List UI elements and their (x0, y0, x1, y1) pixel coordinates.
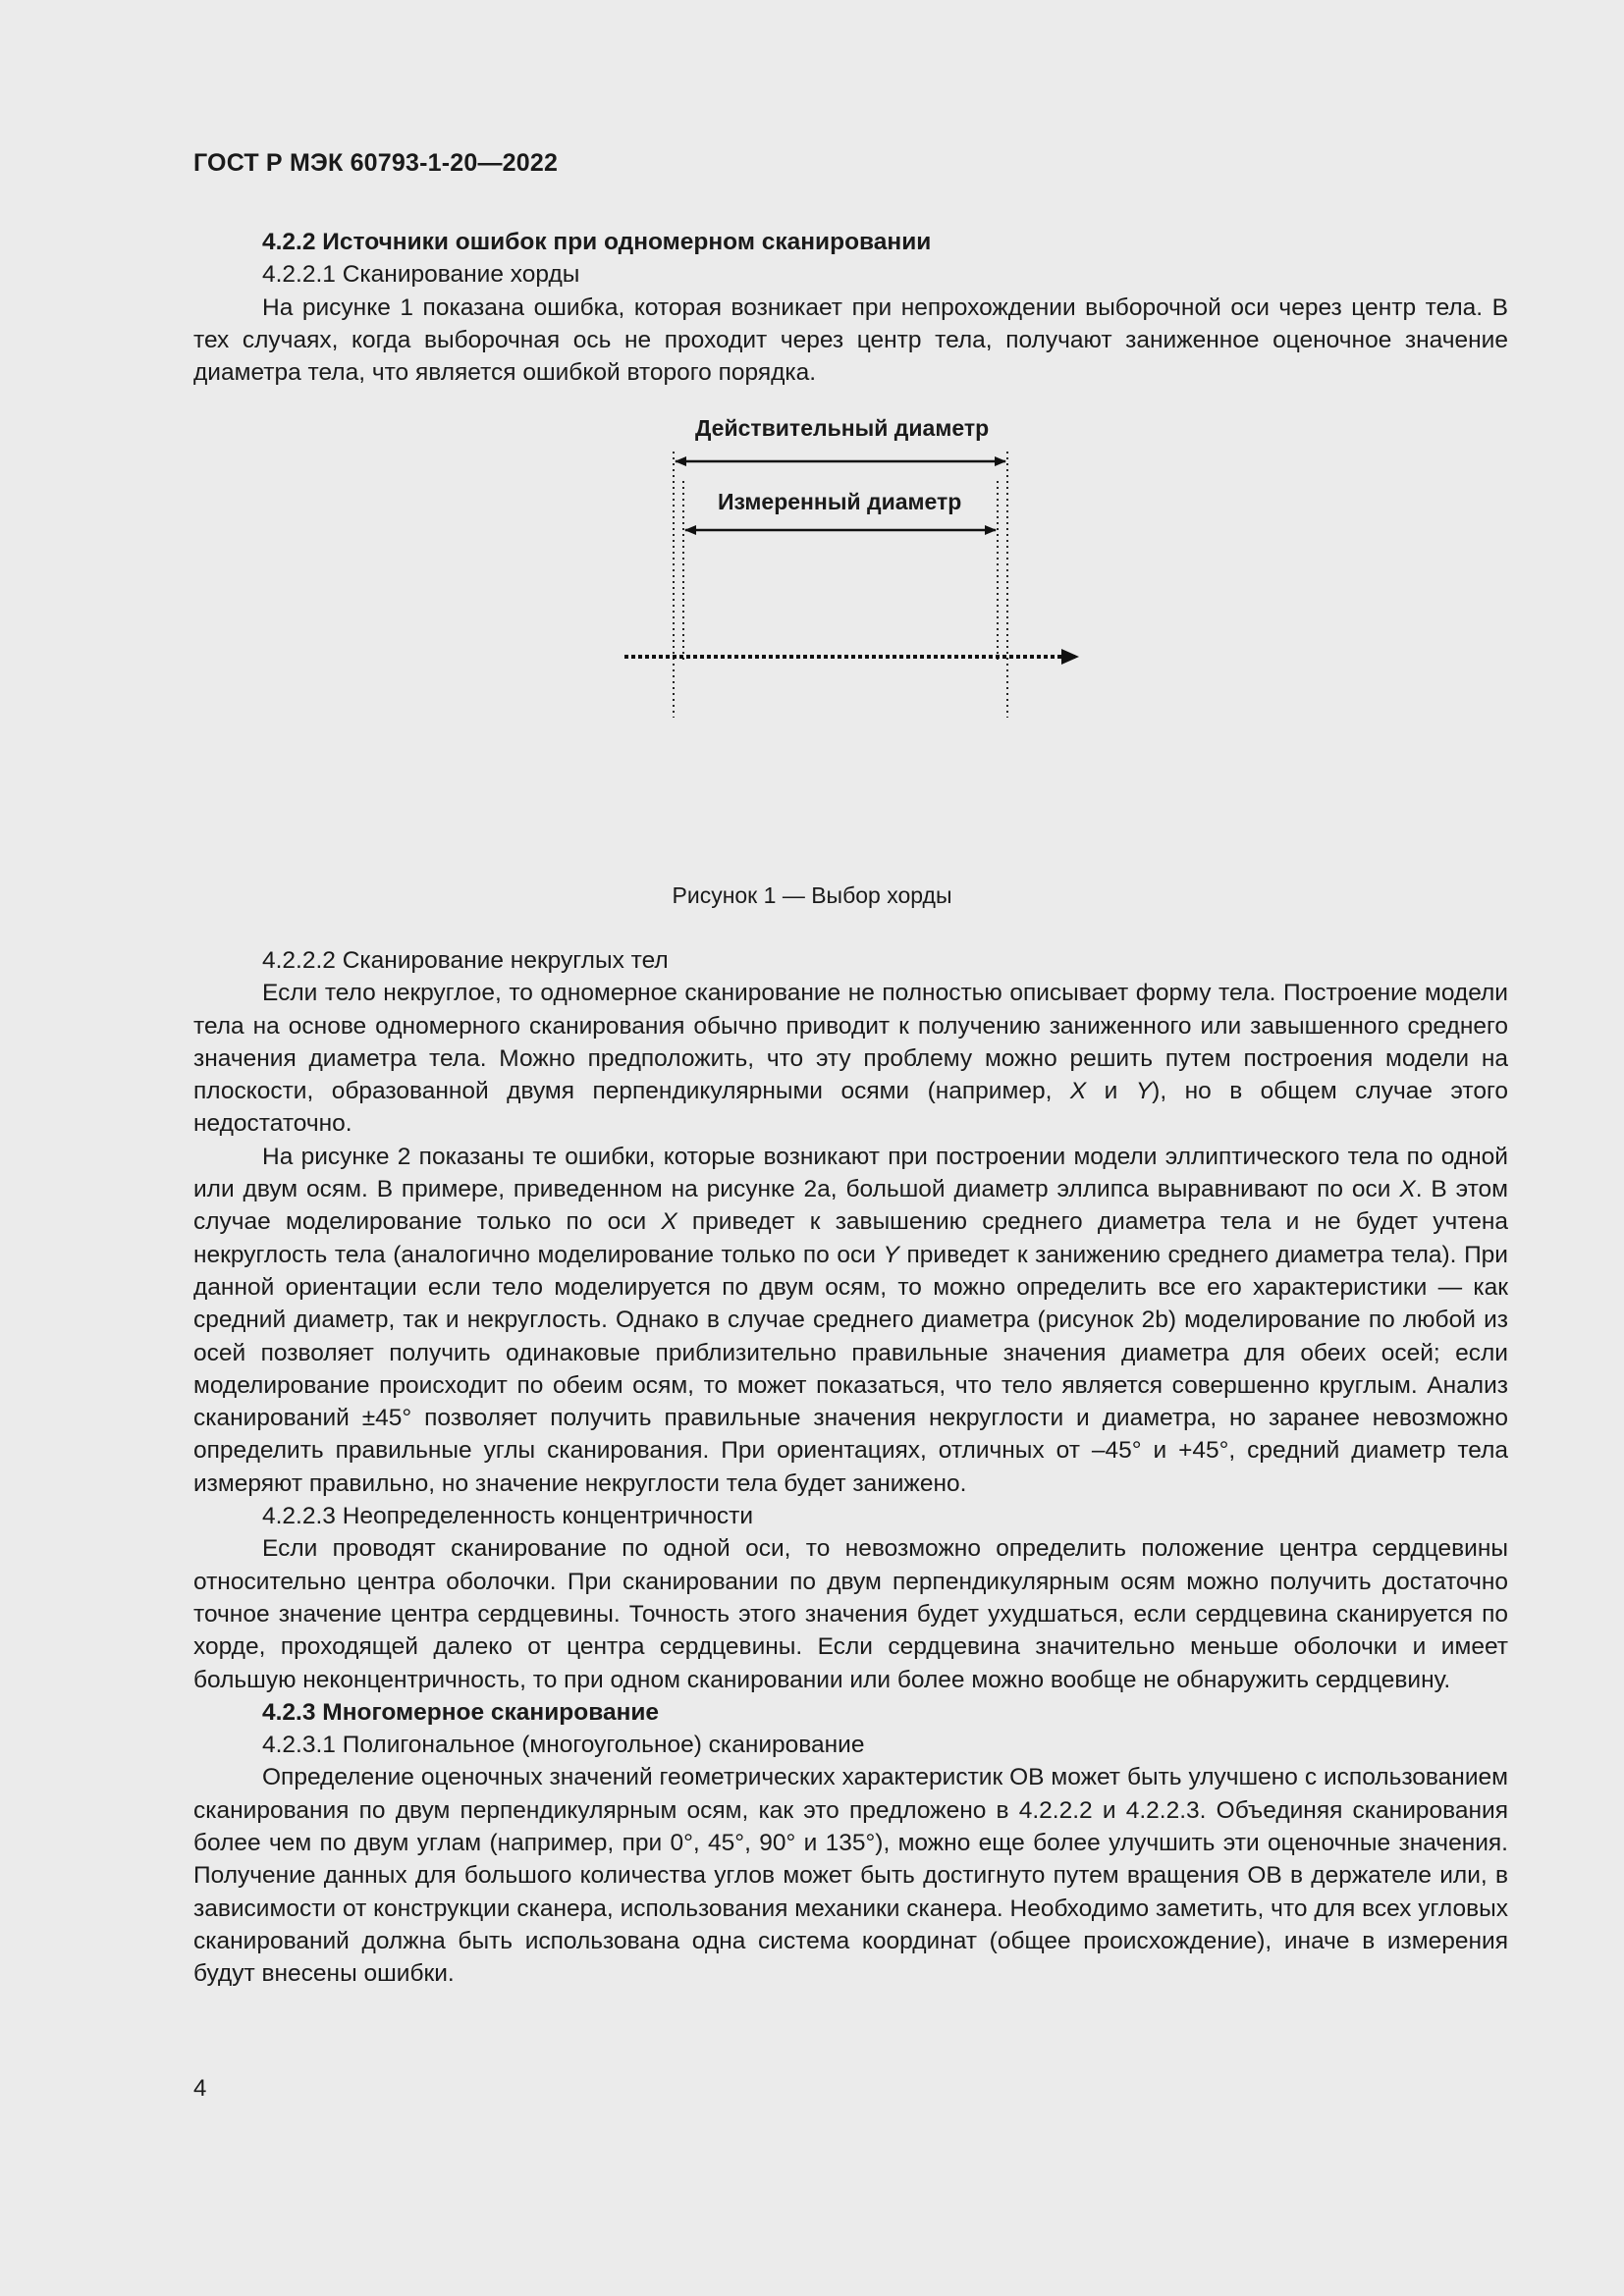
document-header: ГОСТ Р МЭК 60793-1-20—2022 (193, 149, 559, 177)
figure-chord-selection (589, 407, 1100, 751)
paragraph: Если тело некруглое, то одномерное сканирование не полностью описывает форму тела. Построение модели тела на основе одномерного сканирования обычно приводит к получению заниженного или завышенного среднего значения диаметра тела. Можно предположить, что эту проблему можно решить путем построения модели на плоскости, образованной двумя перпендикулярными осями (например, X и Y), но в общем случае этого недостаточно. (193, 980, 1508, 1138)
section-heading: 4.2.3 Многомерное сканирование (262, 1698, 660, 1726)
subsection-title: 4.2.3.1 Полигональное (многоугольное) сканирование (262, 1732, 865, 1759)
subsection-title: 4.2.2.3 Неопределенность концентричности (262, 1503, 754, 1530)
page-number: 4 (193, 2075, 207, 2102)
subsection-title: 4.2.2.2 Сканирование некруглых тел (262, 947, 669, 974)
paragraph: Если проводят сканирование по одной оси, то невозможно определить положение центра сердцевины относительно центра оболочки. При сканировании по двум перпендикулярным осям можно получить достаточно точное значение центра сердцевины. Точность этого значения будет ухудшаться, если сердцевина сканируется по хорде, проходящей далеко от центра сердцевины. Если сердцевина значительно меньше оболочки и имеет большую неконцентричность, то при одном сканировании или более можно вообще не обнаружить сердцевину. (193, 1535, 1508, 1693)
measured-diameter-label: Измеренный диаметр (718, 489, 962, 514)
paragraph: На рисунке 2 показаны те ошибки, которые возникают при построении модели эллиптического тела по одной или двум осям. В примере, приведенном на рисунке 2а, большой диаметр эллипса выравнивают по оси X. В этом случае моделирование только по оси X приведет к завышению среднего диаметра тела и не будет учтена некруглость тела (аналогично моделирование только по оси Y приведет к занижению среднего диаметра тела). При данной ориентации если тело моделируется по двум осям, то можно определить все его характеристики — как средний диаметр, так и некруглость. Однако в случае среднего диаметра (рисунок 2b) моделирование по любой из осей позволяет получить одинаковые приблизительно правильные значения диаметра для обеих осей; если моделирование происходит по обеим осям, то может показаться, что тело является совершенно круглым. Анализ сканирований ±45° позволяет получить правильные значения некруглости и диаметра, но заранее невозможно определить правильные углы сканирования. При ориентациях, отличных от –45° и +45°, средний диаметр тела измеряют правильно, но значение некруглости тела будет занижено. (193, 1143, 1509, 1497)
paragraph: На рисунке 1 показана ошибка, которая возникает при непрохождении выборочной оси через центр тела. В тех случаях, когда выборочная ось не проходит через центр тела, получают заниженное оценочное значение диаметра тела, что является ошибкой второго порядка. (193, 294, 1508, 387)
actual-diameter-label: Действительный диаметр (695, 415, 990, 441)
figure-caption: Рисунок 1 — Выбор хорды (672, 882, 952, 908)
figure-diagram (589, 407, 1100, 751)
section-4-2-2-2-onward (193, 944, 1508, 1991)
paragraph: Определение оценочных значений геометрических характеристик ОВ может быть улучшено с использованием сканирования по двум перпендикулярным осям, как это предложено в 4.2.2.2 и 4.2.2.3. Объединяя сканирования более чем по двум углам (например, при 0°, 45°, 90° и 135°), можно еще более улучшить эти оценочные значения. Получение данных для большого количества углов может быть достигнуто путем вращения ОВ в держателе или, в зависимости от конструкции сканера, использования механики сканера. Необходимо заметить, что для всех угловых сканирований должна быть использована одна система координат (общее происхождение), иначе в измерения будут внесены ошибки. (193, 1764, 1508, 1988)
section-4-2-2 (193, 226, 1508, 389)
subsection-title: 4.2.2.1 Сканирование хорды (262, 261, 580, 289)
section-heading: 4.2.2 Источники ошибок при одномерном сканировании (262, 229, 932, 255)
